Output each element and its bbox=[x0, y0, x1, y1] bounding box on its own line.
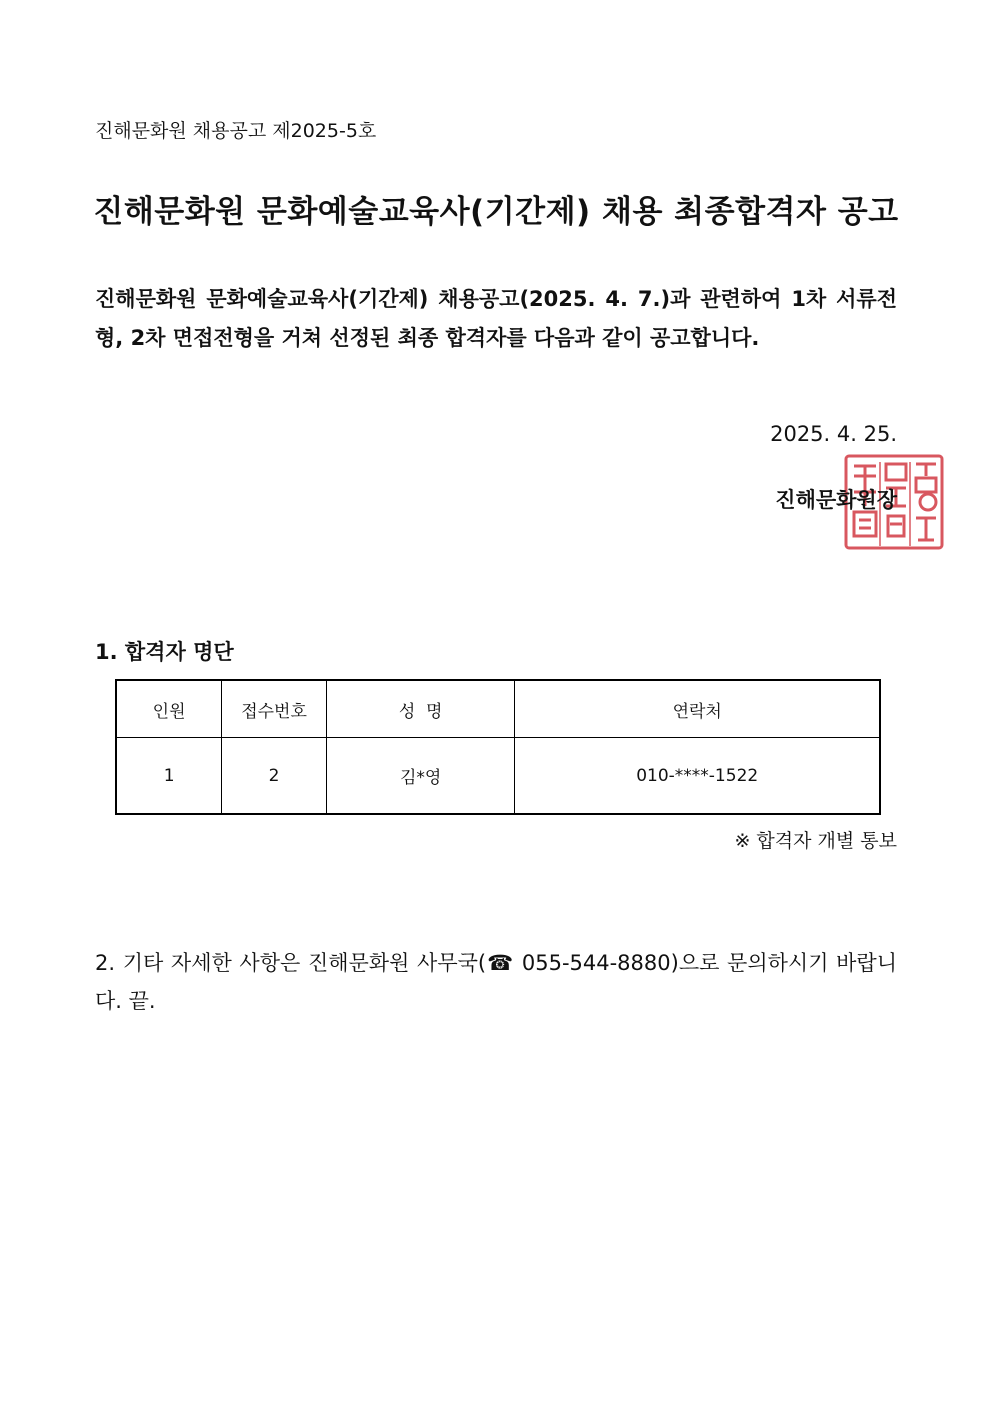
table-header-row bbox=[116, 680, 880, 738]
header-application-number: 접수번호 bbox=[222, 680, 327, 738]
cell-count: 1 bbox=[116, 738, 222, 815]
announcement-date: 2025. 4. 25. bbox=[770, 422, 897, 446]
header-name: 성 명 bbox=[326, 680, 515, 738]
successful-candidates-table bbox=[115, 679, 881, 815]
section-1-heading: 1. 합격자 명단 bbox=[95, 640, 234, 664]
page-title: 진해문화원 문화예술교육사(기간제) 채용 최종합격자 공고 bbox=[93, 194, 899, 230]
cell-application-number: 2 bbox=[222, 738, 327, 815]
cell-contact: 010-****-1522 bbox=[515, 738, 880, 815]
notice-number: 진해문화원 채용공고 제2025-5호 bbox=[95, 120, 377, 142]
section-2-paragraph: 2. 기타 자세한 사항은 진해문화원 사무국(☎ 055-544-8880)으로 문의하시기 바랍니다. 끝. bbox=[95, 951, 897, 1013]
intro-paragraph: 진해문화원 문화예술교육사(기간제) 채용공고(2025. 4. 7.)과 관련하여 1차 서류전형, 2차 면접전형을 거쳐 선정된 최종 합격자를 다음과 같이 공고합니다. bbox=[95, 287, 897, 350]
individual-notice-note: ※ 합격자 개별 통보 bbox=[734, 830, 897, 852]
header-contact: 연락처 bbox=[515, 680, 880, 738]
table-row bbox=[116, 738, 880, 815]
signature-line: 진해문화원장 bbox=[775, 488, 897, 512]
header-count: 인원 bbox=[116, 680, 222, 738]
cell-name: 김*영 bbox=[326, 738, 515, 815]
